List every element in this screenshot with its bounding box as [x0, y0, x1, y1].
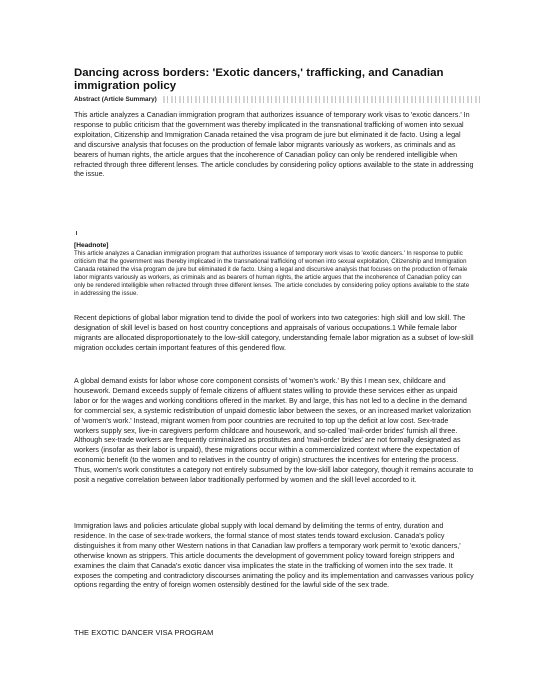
- scan-mark: [76, 231, 77, 235]
- abstract-paragraph: This article analyzes a Canadian immigration program that authorizes issuance of temporary work visas to 'exotic dancers.' In response to public criticism that the government was thereby implicated in the transnational trafficking of women into sexual exploitation, Citizenship and Immigration Canada retained the visa program de jure but eliminated it de facto. Using a legal and discursive analysis that focuses on the production of female labor migrants variously as workers, as criminals and as bearers of human rights, the article argues that the incoherence of Canadian policy can only be rendered intelligible when refracted through three different lenses. The article concludes by considering policy options available to the state in addressing the issue.: [74, 111, 474, 179]
- section-heading: THE EXOTIC DANCER VISA PROGRAM: [74, 628, 214, 637]
- article-title: Dancing across borders: 'Exotic dancers,' trafficking, and Canadian immigration policy: [74, 67, 444, 92]
- byline-label: Abstract (Article Summary): [74, 96, 157, 104]
- article-byline: [74, 96, 480, 104]
- headnote-paragraph: This article analyzes a Canadian immigration program that authorizes issuance of temporary work visas to 'exotic dancers.' In response to public criticism that the government was thereby implicated in the transnational trafficking of women into sexual exploitation, Citizenship and Immigration Canada retained the visa program de jure but eliminated it de facto. Using a legal and discursive analysis that focuses on the production of female labor migrants variously as workers, as criminals and as bearers of human rights, the article argues that the incoherence of Canadian policy can only be rendered intelligible when refracted through three different lenses. The article concludes by considering policy options available to the state in addressing the issue.: [74, 250, 470, 298]
- scan-noise: [163, 96, 480, 103]
- headnote-label: [Headnote]: [74, 242, 109, 249]
- body-paragraph-1: Recent depictions of global labor migration tend to divide the pool of workers into two categories: high skill and low skill. The designation of skill level is based on host country conceptions and appraisals of various occupations.1 While female labor migrants are allocated disproportionately to the low-skill category, understanding female labor migration as a subset of low-skill migration occludes certain important features of this gendered flow.: [74, 314, 474, 352]
- article-page: [74, 0, 480, 700]
- body-paragraph-2: A global demand exists for labor whose core component consists of 'women's work.' By this I mean sex, childcare and housework. Demand exceeds supply of female citizens of affluent states willing to provide these services either as unpaid labor or for the wages and working conditions offered in the market. By and large, this has not led to a decline in the demand for commercial sex, a systemic redistribution of unpaid domestic labor between the sexes, or an increased market valorization of 'women's work.' Instead, migrant women from poor countries are recruited to top up the deficit at low cost. Sex-trade workers supply sex, live-in caregivers perform childcare and housework, and so-called 'mail-order brides' furnish all three. Although sex-trade workers are frequently criminalized as prostitutes and 'mail-order brides' are not formally designated as workers (insofar as their labor is unpaid), these migrations occur within a commercialized context where the expectation of economic benefit (to the women and to relatives in the country of origin) structures the incentives for entering the process. Thus, women's work constitutes a category not entirely subsumed by the low-skill labor category, though it remains accurate to posit a negative correlation between labor traditionally performed by women and the skill level accorded to it.: [74, 377, 474, 485]
- body-paragraph-3: Immigration laws and policies articulate global supply with local demand by delimiting the terms of entry, duration and residence. In the case of sex-trade workers, the formal stance of most states tends toward exclusion. Canada's policy distinguishes it from many other Western nations in that Canadian law proffers a temporary work permit to 'exotic dancers,' otherwise known as strippers. This article documents the development of government policy toward foreign strippers and examines the claim that Canada's exotic dancer visa implicates the state in the trafficking of women into the sex trade. It exposes the competing and contradictory discourses animating the policy and its implementation and canvasses various policy options regarding the entry of foreign women ostensibly destined for the lawful side of the sex trade.: [74, 522, 474, 590]
